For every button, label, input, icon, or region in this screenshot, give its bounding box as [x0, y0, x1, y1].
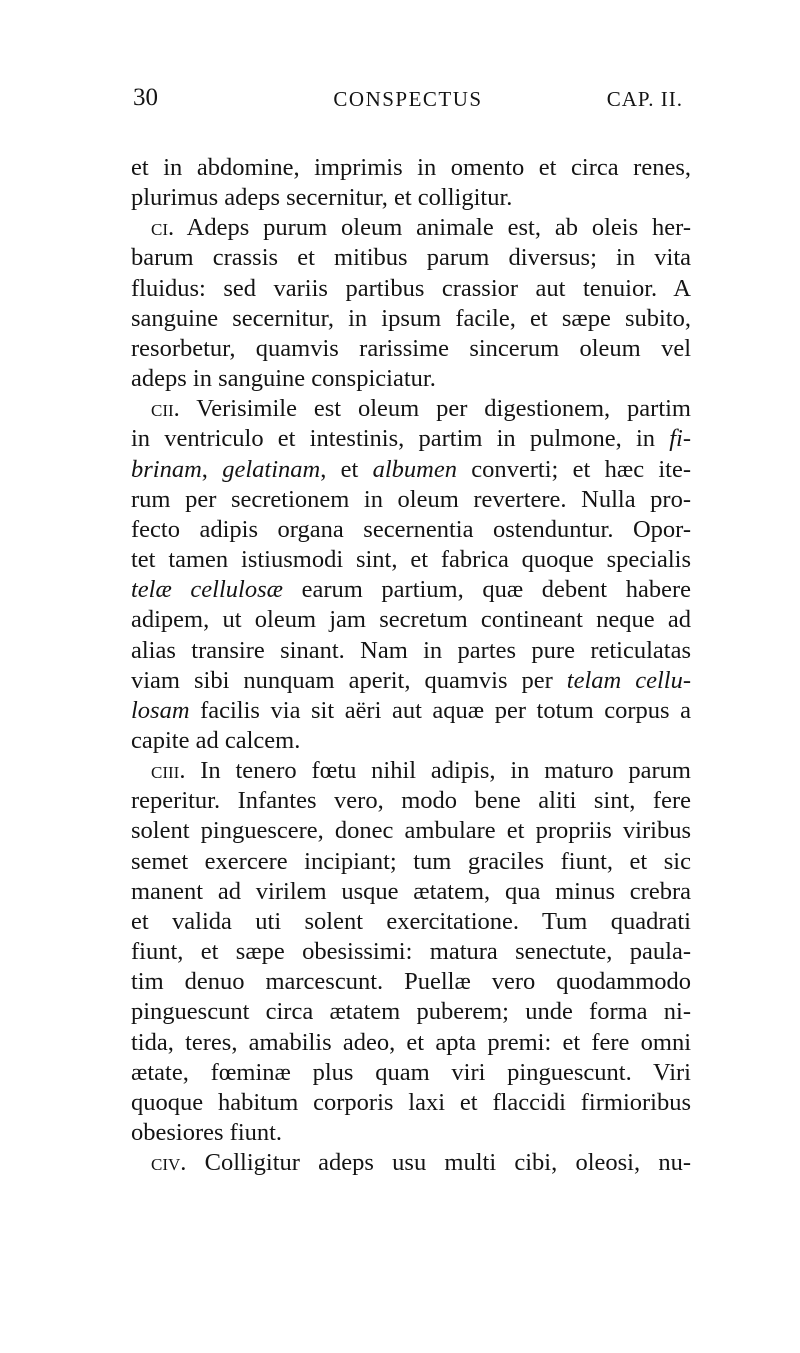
text-line: plurimus adeps secernitur, et colligitur. [131, 184, 513, 212]
text-line: fecto adipis organa secernentia ostenduntur. Opor- [131, 515, 691, 543]
text-line: in ventriculo et intestinis, partim in pulmone, in fi- [131, 425, 691, 453]
text-line: brinam, gelatinam, et albumen converti; et hæc ite- [131, 455, 692, 483]
text-line: adeps in sanguine conspiciatur. [131, 365, 436, 393]
chapter-label: CAP. II. [606, 87, 683, 111]
text-line: et in abdomine, imprimis in omento et circa renes, [131, 154, 691, 181]
text-line: semet exercere incipiant; tum graciles fiunt, et sic [131, 847, 691, 875]
text-line: alias transire sinant. Nam in partes pure reticulatas [131, 636, 691, 664]
text-line: barum crassis et mitibus parum diversus; in vita [131, 244, 691, 272]
text-line: solent pinguescere, donec ambulare et propriis viribus [131, 817, 691, 845]
text-line: tida, teres, amabilis adeo, et apta premi: et fere omni [131, 1028, 691, 1056]
text-line: resorbetur, quamvis rarissime sincerum oleum vel [131, 334, 691, 362]
text-line: fluidus: sed variis partibus crassior aut tenuior. A [131, 274, 691, 302]
text-line: rum per secretionem in oleum revertere. Nulla pro- [131, 485, 691, 513]
paragraph-ci-start: ci. Adeps purum oleum animale est, ab oleis her- [151, 214, 691, 242]
text-line: tet tamen istiusmodi sint, et fabrica quoque specialis [131, 546, 691, 574]
text-line: adipem, ut oleum jam secretum contineant neque ad [131, 606, 691, 634]
text-line: manent ad virilem usque ætatem, qua minus crebra [131, 877, 691, 905]
text-line: quoque habitum corporis laxi et flaccidi firmioribus [131, 1088, 691, 1116]
paragraph-cii-start: cii. Verisimile est oleum per digestionem, partim [151, 395, 691, 423]
running-title: CONSPECTUS [333, 87, 483, 111]
running-header [133, 84, 683, 120]
text-line: telæ cellulosæ earum partium, quæ debent habere [131, 576, 691, 604]
text-line: capite ad calcem. [131, 726, 301, 754]
text-line: losam facilis via sit aëri aut aquæ per totum corpus a [131, 696, 691, 724]
text-line: fiunt, et sæpe obesissimi: matura senectute, paula- [131, 938, 691, 966]
text-line: pinguescunt circa ætatem puberem; unde forma ni- [131, 998, 691, 1026]
text-line: tim denuo marcescunt. Puellæ vero quodammodo [131, 968, 691, 996]
paragraph-civ-start: civ. Colligitur adeps usu multi cibi, oleosi, nu- [151, 1149, 691, 1177]
body-text [131, 153, 691, 1178]
text-line: obesiores fiunt. [131, 1119, 283, 1146]
paragraph-ciii-start: ciii. In tenero fœtu nihil adipis, in maturo parum [151, 757, 691, 785]
text-line: sanguine secernitur, in ipsum facile, et sæpe subito, [131, 304, 691, 332]
page-number: 30 [133, 84, 158, 111]
text-line: et valida uti solent exercitatione. Tum quadrati [131, 907, 691, 935]
text-line: reperitur. Infantes vero, modo bene aliti sint, fere [131, 787, 691, 815]
text-line: viam sibi nunquam aperit, quamvis per telam cellu- [131, 666, 692, 694]
text-line: ætate, fœminæ plus quam viri pinguescunt. Viri [131, 1058, 691, 1086]
